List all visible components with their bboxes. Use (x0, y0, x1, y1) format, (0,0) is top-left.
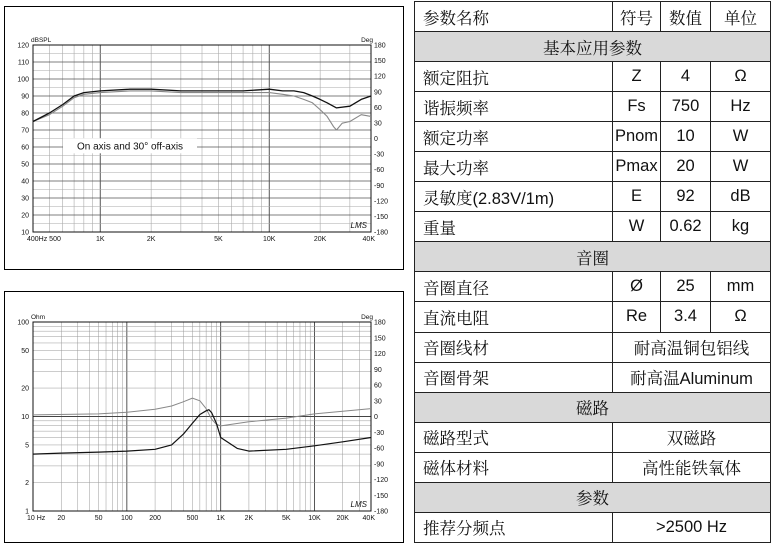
table-cell: 25 (661, 272, 711, 302)
spl-y-tick-label: 100 (17, 76, 29, 84)
imp-y-tick-label: 10 (21, 414, 29, 421)
spl-x-tick-label: 1K (95, 236, 105, 243)
impedance-chart (5, 292, 403, 542)
spl-y2-tick-label: -150 (374, 213, 389, 221)
spl-y-tick-label: 70 (21, 127, 29, 135)
table-row (415, 122, 771, 152)
spl-y-tick-label: 90 (21, 93, 29, 101)
table-cell: Ø (613, 272, 661, 302)
spl-y2-tick-label: -60 (374, 167, 385, 175)
table-cell: 20 (661, 152, 711, 182)
imp-y-tick-label: 100 (17, 319, 29, 327)
imp-y2-tick-label: 150 (374, 335, 386, 343)
chart-annotation: On axis and 30° off-axis (76, 141, 184, 153)
table-cell: Fs (613, 92, 661, 122)
table-header-row (415, 2, 771, 32)
table-cell: mm (711, 272, 771, 302)
spl-right-unit: Deg (361, 37, 373, 44)
table-cell: 参数名称 (415, 2, 613, 32)
table-row (415, 212, 771, 242)
table-row (415, 182, 771, 212)
spl-x-tick-label: 20K (313, 236, 327, 243)
table-cell: 音圈骨架 (415, 362, 613, 392)
imp-y2-tick-label: -90 (374, 461, 385, 469)
spl-y2-tick-label: -120 (374, 198, 389, 206)
table-section-row (415, 242, 771, 272)
table-section-row (415, 32, 771, 62)
table-cell: 750 (661, 92, 711, 122)
spl-x-tick-label: 5K (214, 236, 223, 243)
spl-y2-tick-label: -30 (374, 151, 385, 159)
spl-y-tick-label: 50 (21, 161, 29, 169)
table-cell: 最大功率 (415, 152, 613, 182)
spl-y2-tick-label: 120 (374, 73, 386, 81)
table-row (415, 272, 771, 302)
spl-y2-tick-label: -90 (374, 182, 385, 190)
table-cell: 3.4 (661, 302, 711, 332)
imp-y2-tick-label: 120 (374, 351, 386, 358)
table-cell: 磁路型式 (415, 422, 613, 452)
table-cell: 0.62 (661, 212, 711, 242)
table-cell: W (613, 212, 661, 242)
table-cell: >2500 Hz (613, 512, 771, 542)
table-row (415, 92, 771, 122)
table-section-row (415, 392, 771, 422)
spl-y2-tick-label: 0 (374, 136, 378, 143)
spl-y2-tick-label: 150 (374, 58, 386, 66)
imp-y2-tick-label: -150 (374, 492, 389, 500)
imp-y-tick-label: 5 (25, 442, 29, 450)
table-cell: 音圈线材 (415, 332, 613, 362)
table-cell: 92 (661, 182, 711, 212)
table-cell: Hz (711, 92, 771, 122)
table-cell: kg (711, 212, 771, 242)
imp-x-tick-label: 40K (362, 515, 375, 522)
imp-x-tick-label: 50 (94, 515, 103, 522)
table-cell: 额定功率 (415, 122, 613, 152)
table-cell: 高性能铁氧体 (613, 452, 771, 482)
spl-x-tick-label: 40K (362, 236, 375, 243)
table-cell: 灵敏度(2.83V/1m) (415, 182, 613, 212)
imp-y2-tick-label: -120 (374, 477, 389, 484)
impedance-panel (4, 291, 404, 543)
imp-brand-logo: LMS (350, 500, 367, 509)
table-cell: 基本应用参数 (415, 32, 771, 62)
imp-y2-tick-label: 0 (374, 414, 378, 421)
table-cell: Re (613, 302, 661, 332)
table-cell: 音圈直径 (415, 272, 613, 302)
table-row (415, 332, 771, 362)
table-row (415, 302, 771, 332)
table-row (415, 512, 771, 542)
imp-y-tick-label: 20 (21, 385, 29, 393)
imp-x-tick-label: 500 (186, 515, 199, 522)
imp-right-unit: Deg (361, 314, 373, 321)
spl-y-tick-label: 60 (21, 144, 29, 152)
spl-y-tick-label: 10 (21, 229, 29, 237)
table-cell: 音圈 (415, 242, 771, 272)
spl-y-tick-label: 110 (17, 59, 29, 67)
spl-y2-tick-label: 90 (374, 89, 382, 97)
table-cell: 额定阻抗 (415, 62, 613, 92)
spl-y-tick-label: 120 (17, 42, 29, 50)
table-cell: 磁体材料 (415, 452, 613, 482)
imp-y2-tick-label: 60 (374, 382, 382, 390)
table-cell: 谐振频率 (415, 92, 613, 122)
imp-x-tick-label: 20K (336, 515, 349, 522)
spl-x-tick-label: 10K (263, 236, 276, 243)
imp-x-tick-label: 10 Hz (27, 515, 46, 522)
frequency-response-panel (4, 6, 404, 270)
table-cell: 10 (661, 122, 711, 152)
table-cell: Pmax (613, 152, 661, 182)
table-cell: 单位 (711, 2, 771, 32)
imp-y2-tick-label: -180 (374, 508, 389, 516)
spl-brand-logo: LMS (350, 221, 367, 230)
table-cell: 符号 (613, 2, 661, 32)
imp-y-tick-label: 1 (25, 508, 29, 516)
table-cell: W (711, 152, 771, 182)
spl-y-tick-label: 40 (21, 178, 29, 186)
table-row (415, 422, 771, 452)
imp-y2-tick-label: 30 (374, 398, 382, 406)
table-cell: 数值 (661, 2, 711, 32)
table-cell: 耐高温Aluminum (613, 362, 771, 392)
table-cell: 磁路 (415, 392, 771, 422)
imp-x-tick-label: 10K (308, 515, 321, 522)
table-row (415, 362, 771, 392)
table-cell: 参数 (415, 482, 771, 512)
table-section-row (415, 482, 771, 512)
imp-y-tick-label: 2 (25, 480, 29, 488)
table-row (415, 152, 771, 182)
spl-y2-tick-label: 60 (374, 104, 382, 112)
table-row (415, 452, 771, 482)
imp-x-tick-label: 100 (120, 515, 133, 522)
spl-y-tick-label: 80 (21, 110, 29, 118)
table-cell: 4 (661, 62, 711, 92)
imp-x-tick-label: 20 (57, 515, 66, 522)
imp-y-tick-label: 50 (21, 347, 29, 355)
spl-left-unit: dBSPL (31, 37, 52, 44)
imp-phase-line (33, 398, 371, 426)
spl-y-tick-label: 30 (21, 195, 29, 203)
spec-table (414, 1, 771, 543)
spl-y2-tick-label: -180 (374, 229, 389, 237)
table-cell: Z (613, 62, 661, 92)
imp-y2-tick-label: -30 (374, 429, 385, 437)
table-row (415, 62, 771, 92)
spl-y2-tick-label: 180 (374, 42, 386, 50)
table-cell: Ω (711, 302, 771, 332)
imp-y2-tick-label: 90 (374, 366, 382, 374)
imp-x-tick-label: 5K (281, 515, 291, 522)
table-cell: Pnom (613, 122, 661, 152)
table-cell: dB (711, 182, 771, 212)
imp-y2-tick-label: 180 (374, 319, 386, 327)
table-cell: 双磁路 (613, 422, 771, 452)
imp-x-tick-label: 1K (216, 515, 225, 522)
imp-left-unit: Ohm (31, 314, 46, 321)
table-cell: Ω (711, 62, 771, 92)
imp-y2-tick-label: -60 (374, 445, 385, 453)
table-cell: W (711, 122, 771, 152)
spl-y2-tick-label: 30 (374, 120, 382, 128)
spl-x-tick-label: 2K (146, 236, 156, 243)
table-cell: 重量 (415, 212, 613, 242)
table-cell: 直流电阻 (415, 302, 613, 332)
imp-x-tick-label: 200 (149, 515, 161, 522)
imp-grid (33, 322, 371, 511)
spl-y-tick-label: 20 (21, 212, 29, 220)
imp-x-tick-label: 2K (244, 515, 254, 522)
frequency-response-chart (5, 7, 403, 269)
table-cell: 推荐分频点 (415, 512, 613, 542)
table-cell: E (613, 182, 661, 212)
spl-x-tick-label: 400Hz 500 (27, 236, 61, 243)
table-cell: 耐高温铜包铝线 (613, 332, 771, 362)
